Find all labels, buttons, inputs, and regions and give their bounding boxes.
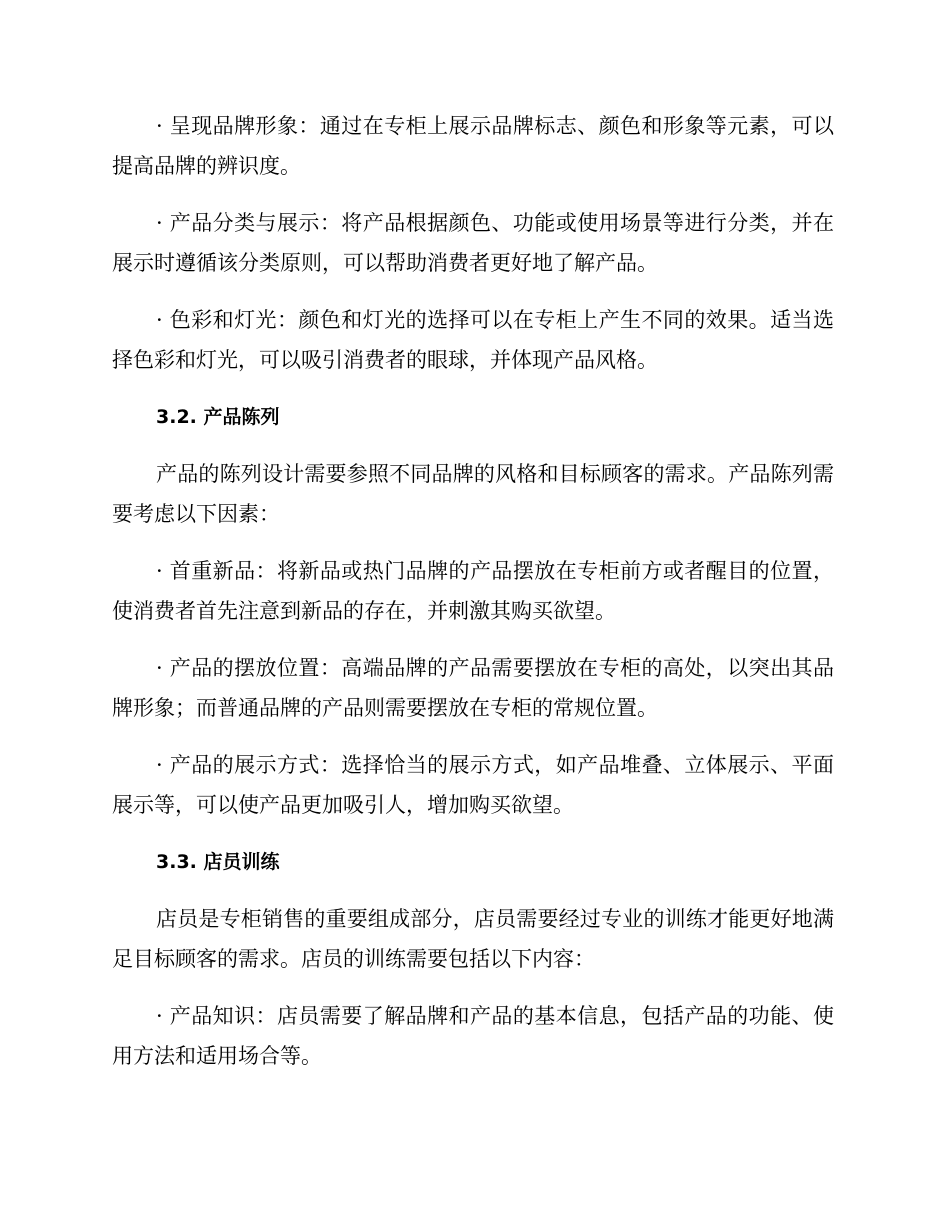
- bullet-color-lighting: · 色彩和灯光：颜色和灯光的选择可以在专柜上产生不同的效果。适当选择色彩和灯光，可以吸引消费者的眼球，并体现产品风格。: [112, 308, 834, 372]
- intro-product-display: 产品的陈列设计需要参照不同品牌的风格和目标顾客的需求。产品陈列需要考虑以下因素：: [112, 462, 834, 526]
- bullet-display-method: · 产品的展示方式：选择恰当的展示方式，如产品堆叠、立体展示、平面展示等，可以使产品更加吸引人，增加购买欲望。: [112, 753, 834, 817]
- section-heading-3-2: 3.2. 产品陈列: [156, 406, 280, 428]
- bullet-product-classification: · 产品分类与展示：将产品根据颜色、功能或使用场景等进行分类，并在展示时遵循该分类原则，可以帮助消费者更好地了解产品。: [112, 211, 834, 275]
- bullet-brand-image: · 呈现品牌形象：通过在专柜上展示品牌标志、颜色和形象等元素，可以提高品牌的辨识度。: [112, 114, 834, 178]
- document-body: [112, 106, 834, 1093]
- intro-staff-training: 店员是专柜销售的重要组成部分，店员需要经过专业的训练才能更好地满足目标顾客的需求。店员的训练需要包括以下内容：: [112, 907, 834, 971]
- bullet-placement-position: · 产品的摆放位置：高端品牌的产品需要摆放在专柜的高处，以突出其品牌形象；而普通品牌的产品则需要摆放在专柜的常规位置。: [112, 656, 834, 720]
- bullet-new-products: · 首重新品：将新品或热门品牌的产品摆放在专柜前方或者醒目的位置，使消费者首先注意到新品的存在，并刺激其购买欲望。: [112, 559, 834, 623]
- section-heading-3-3: 3.3. 店员训练: [156, 851, 280, 873]
- bullet-product-knowledge: · 产品知识：店员需要了解品牌和产品的基本信息，包括产品的功能、使用方法和适用场合等。: [112, 1004, 834, 1068]
